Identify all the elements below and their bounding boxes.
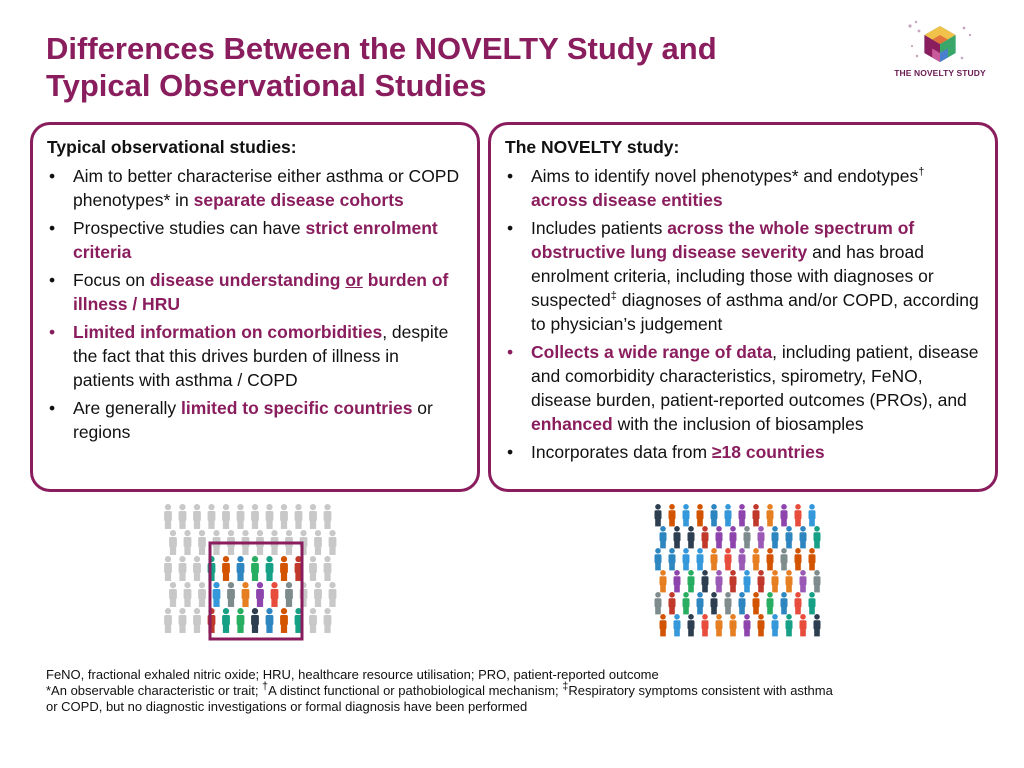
list-item: • Aim to better characterise either asthma or COPD phenotypes* in separate disease cohorts — [49, 166, 460, 210]
right-panel-heading: The NOVELTY study: — [505, 137, 680, 157]
right-bullet-list — [505, 164, 981, 464]
bullet-icon: • — [507, 218, 514, 238]
bullet-icon: • — [49, 218, 56, 238]
novelty-logo — [890, 18, 990, 84]
hexagon-cube-logo-icon — [890, 18, 990, 68]
title-line-2: Typical Observational Studies — [46, 68, 487, 103]
bullet-icon: • — [49, 398, 56, 418]
bullet-icon: • — [49, 270, 56, 290]
list-item: • Aims to identify novel phenotypes* and endotypes† across disease entities — [507, 166, 925, 210]
bullet-icon: • — [49, 166, 56, 186]
list-item: • Collects a wide range of data, including patient, disease and comorbidity characteristics, spirometry, FeNO, disease burden, patient-reported outcomes (PROs), and enhanced with the inclusion of biosamples — [507, 342, 979, 434]
typical-studies-panel — [30, 122, 480, 492]
crowd-subset-illustration — [160, 498, 340, 654]
left-panel-heading: Typical observational studies: — [47, 137, 297, 157]
footnote-line-2: *An observable characteristic or trait; †A distinct functional or pathobiological mechanism; ‡Respiratory symptoms consistent with asthma — [46, 680, 833, 698]
bullet-icon: • — [507, 342, 514, 362]
footnotes — [46, 667, 946, 715]
bullet-icon: • — [507, 442, 514, 462]
bullet-icon: • — [507, 166, 514, 186]
logo-text: THE NOVELTY STUDY — [894, 68, 986, 78]
crowd-diverse-illustration — [650, 500, 826, 652]
footnote-line-1: FeNO, fractional exhaled nitric oxide; HRU, healthcare resource utilisation; PRO, patient-reported outcome — [46, 667, 659, 682]
bullet-icon: • — [49, 322, 56, 342]
list-item: • Includes patients across the whole spectrum of obstructive lung disease severity and has broad enrolment criteria, including those with diagnoses or suspected‡ diagnoses of asthma and/or COPD, according to physician’s judgement — [507, 218, 979, 334]
footnote-line-3: or COPD, but no diagnostic investigations or formal diagnosis have been performed — [46, 699, 528, 714]
title-line-1: Differences Between the NOVELTY Study and — [46, 31, 717, 66]
list-item: • Limited information on comorbidities, despite the fact that this drives burden of illness in patients with asthma / COPD — [49, 322, 449, 390]
novelty-study-panel — [488, 122, 998, 492]
slide-title — [46, 30, 846, 104]
list-item: • Focus on disease understanding or burden of illness / HRU — [49, 270, 449, 314]
list-item: • Are generally limited to specific countries or regions — [49, 398, 433, 442]
left-bullet-list — [47, 164, 463, 444]
list-item: • Prospective studies can have strict enrolment criteria — [49, 218, 438, 262]
list-item: • Incorporates data from ≥18 countries — [507, 442, 825, 462]
